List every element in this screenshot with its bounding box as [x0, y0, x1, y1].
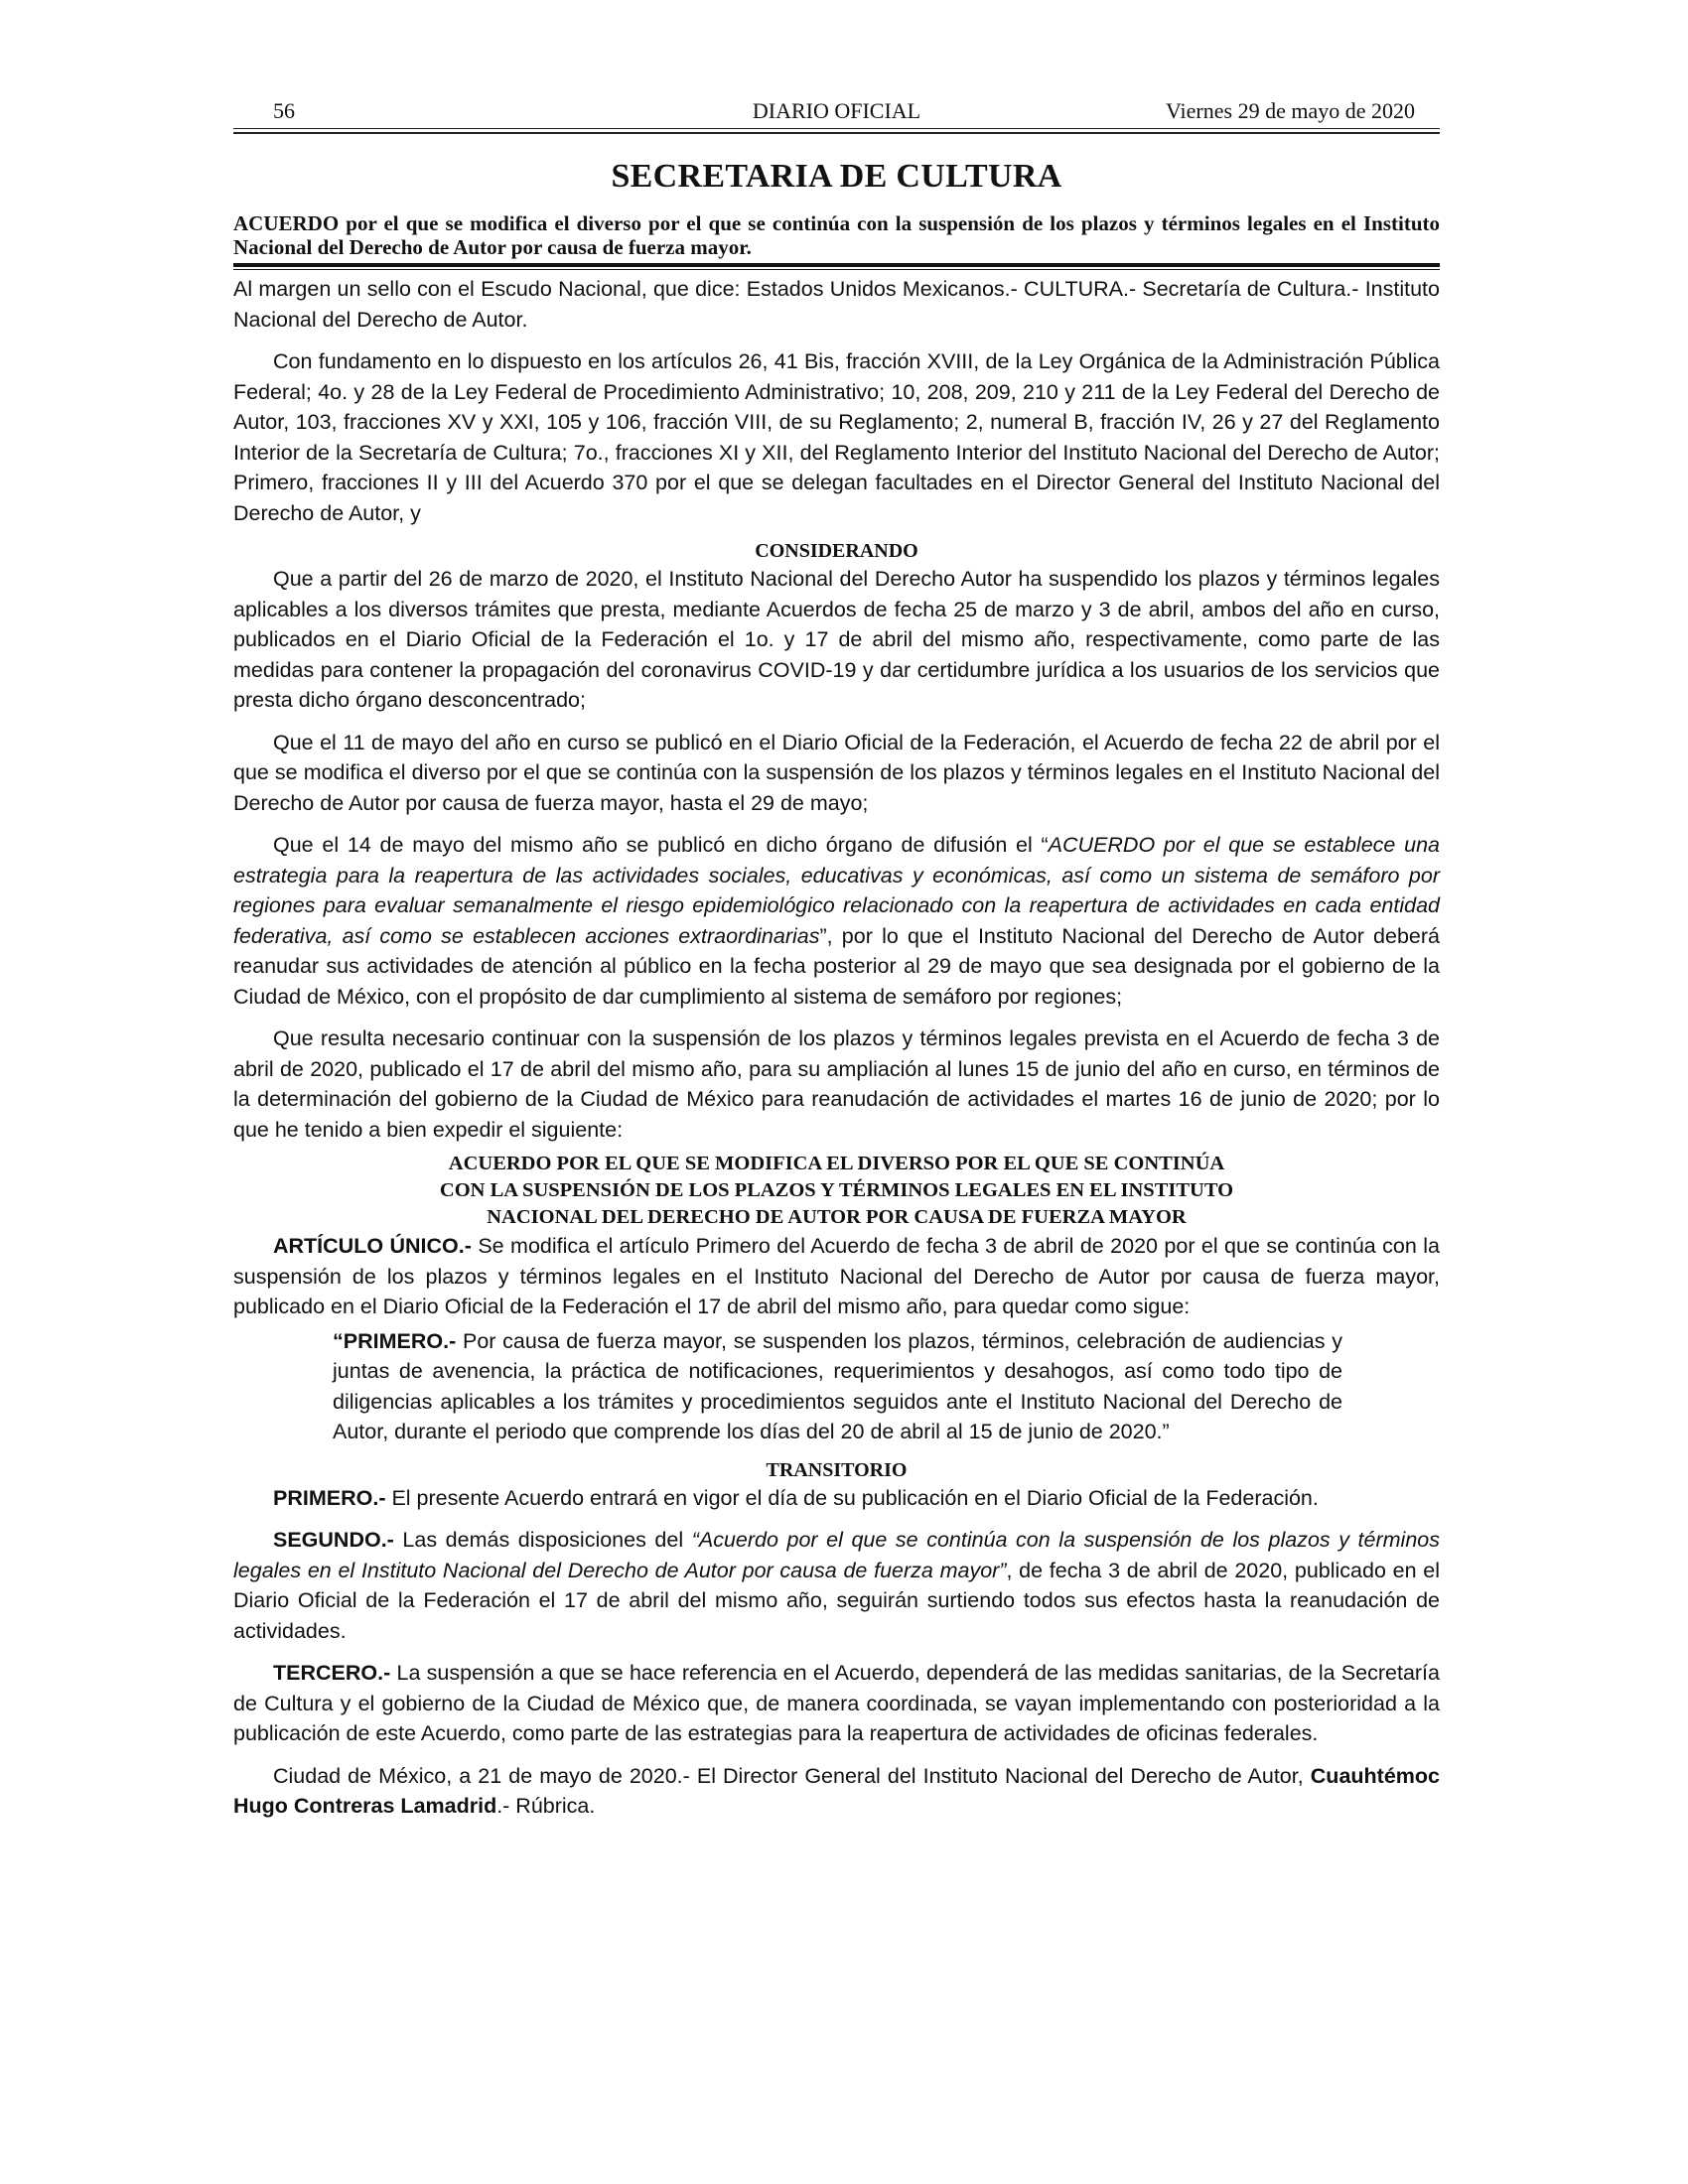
considerando-paragraph-2: Que el 11 de mayo del año en curso se publicó en el Diario Oficial de la Federación, el Acuerdo de fecha 22 de abril por el que se modifica el diverso por el que se continúa con la suspensión de los plazos y términos legales en el Instituto Nacional del Derecho de Autor por causa de fuerza mayor, hasta el 29 de mayo; [233, 730, 1440, 815]
issue-date: Viernes 29 de mayo de 2020 [1165, 98, 1415, 123]
transitorio-tercero-label: TERCERO.- [273, 1661, 391, 1685]
transitorio-primero-text: El presente Acuerdo entrará en vigor el día de su publicación en el Diario Oficial de la Federación. [385, 1485, 1319, 1510]
signature-suffix: .- Rúbrica. [496, 1794, 596, 1818]
transitorio-primero-label: PRIMERO.- [273, 1485, 386, 1510]
considerando-3-end: ”, por lo que el Instituto Nacional del Derecho de Autor deberá reanudar sus actividades de atención al público en la fecha posterior al 29 de mayo que sea designada por el gobierno de la Ciudad de México, con el propósito de dar cumplimiento al sistema de semáforo por regiones; [233, 923, 1440, 1009]
considerando-paragraph-4: Que resulta necesario continuar con la suspensión de los plazos y términos legales prevista en el Acuerdo de fecha 3 de abril de 2020, publicado el 17 de abril del mismo año, para su ampliación al lunes 15 de junio del año en curso, en términos de la determinación del gobierno de la Ciudad de México para reanudación de actividades el martes 16 de junio de 2020; por lo que he tenido a bien expedir el siguiente: [233, 1026, 1440, 1142]
title-divider-thick [233, 263, 1440, 267]
department-title: SECRETARIA DE CULTURA [611, 158, 1062, 195]
articulo-unico-paragraph [233, 1231, 1440, 1322]
transitorio-tercero [233, 1658, 1440, 1749]
page-number: 56 [273, 98, 295, 123]
considerando-3-start: Que el 14 de mayo del mismo año se publicó en dicho órgano de difusión el “ [273, 833, 1049, 857]
articulo-unico-label: ARTÍCULO ÚNICO.- [273, 1234, 472, 1258]
transitorio-segundo-start: Las demás disposiciones del [393, 1528, 692, 1552]
quoted-primero-text: Por causa de fuerza mayor, se suspenden los plazos, términos, celebración de audiencias y juntas de avenencia, la práctica de notificaciones, requerimientos y desahogos, así como todo tipo de diligencias aplicables a los trámites y procedimientos seguidos ante el Instituto Nacional del Derecho de Autor, durante el periodo que comprende los días del 20 de abril al 15 de junio de 2020.” [333, 1328, 1342, 1443]
transitorio-heading: TRANSITORIO [766, 1458, 908, 1481]
articulo-unico-text: Se modifica el artículo Primero del Acuerdo de fecha 3 de abril de 2020 por el que se continúa con la suspensión de los plazos y términos legales en el Instituto Nacional del Derecho de Autor por causa de fuerza mayor, publicado en el Diario Oficial de la Federación el 17 de abril del mismo año, para quedar como sigue: [233, 1234, 1440, 1318]
intro-paragraph: Al margen un sello con el Escudo Nacional, que dice: Estados Unidos Mexicanos.- CULTURA.- Secretaría de Cultura.- Instituto Nacional del Derecho de Autor. [233, 277, 1440, 332]
transitorio-segundo-end: , de fecha 3 de abril de 2020, publicado en el Diario Oficial de la Federación el 17 de abril del mismo año, seguirán surtiendo todos sus efectos hasta la reanudación de actividades. [233, 1558, 1440, 1643]
acuerdo-heading-line-1: ACUERDO POR EL QUE SE MODIFICA EL DIVERSO POR EL QUE SE CONTINÚA [448, 1153, 1225, 1174]
transitorio-segundo-italic: “Acuerdo por el que se continúa con la suspensión de los plazos y términos legales en el Instituto Nacional del Derecho de Autor por causa de fuerza mayor” [233, 1528, 1440, 1582]
transitorio-primero [233, 1483, 1440, 1514]
considerando-paragraph-1: Que a partir del 26 de marzo de 2020, el Instituto Nacional del Derecho Autor ha suspendido los plazos y términos legales aplicables a los diversos trámites que presta, mediante Acuerdos de fecha 25 de marzo y 3 de abril, ambos del año en curso, publicados en el Diario Oficial de la Federación el 1o. y 17 de abril del mismo año, respectivamente, como parte de las medidas para contener la propagación del coronavirus COVID-19 y dar certidumbre jurídica a los usuarios de los servicios que presta dicho órgano desconcentrado; [233, 567, 1440, 712]
fundamento-paragraph: Con fundamento en lo dispuesto en los artículos 26, 41 Bis, fracción XVIII, de la Ley Orgánica de la Administración Pública Federal; 4o. y 28 de la Ley Federal de Procedimiento Administrativo; 10, 208, 209, 210 y 211 de la Ley Federal del Derecho de Autor, 103, fracciones XV y XXI, 105 y 106, fracción VIII, de su Reglamento; 2, numeral B, fracción IV, 26 y 27 del Reglamento Interior de la Secretaría de Cultura; 7o., fracciones XI y XII, del Reglamento Interior del Instituto Nacional del Derecho de Autor; Primero, fracciones II y III del Acuerdo 370 por el que se delegan facultades en el Director General del Instituto Nacional del Derecho de Autor, y [233, 349, 1440, 525]
document-page [233, 94, 1440, 1822]
title-divider-thin [233, 269, 1440, 270]
considerando-paragraph-3 [233, 830, 1440, 1012]
quoted-primero-paragraph [333, 1326, 1342, 1447]
transitorio-segundo [233, 1525, 1440, 1646]
signature-paragraph [233, 1761, 1440, 1822]
header-divider [233, 132, 1440, 134]
transitorio-tercero-text: La suspensión a que se hace referencia en el Acuerdo, dependerá de las medidas sanitarias, de la Secretaría de Cultura y el gobierno de la Ciudad de México que, de manera coordinada, se vayan implementando con posterioridad a la publicación de este Acuerdo, como parte de las estrategias para la reapertura de actividades de oficinas federales. [233, 1661, 1440, 1745]
document-body [233, 274, 1440, 1822]
considerando-heading: CONSIDERANDO [755, 540, 918, 562]
acuerdo-heading-line-2: CON LA SUSPENSIÓN DE LOS PLAZOS Y TÉRMINOS LEGALES EN EL INSTITUTO [439, 1179, 1234, 1201]
page-header [233, 94, 1440, 129]
signature-text: Ciudad de México, a 21 de mayo de 2020.- El Director General del Instituto Nacional del Derecho de Autor, [273, 1763, 1311, 1788]
acuerdo-heading [233, 1151, 1440, 1231]
newspaper-name: DIARIO OFICIAL [752, 98, 921, 123]
cited-acuerdo-italic: ACUERDO por el que se establece una estrategia para la reapertura de las actividades sociales, educativas y económicas, así como un sistema de semáforo por regiones para evaluar semanalmente el riesgo epidemiológico relacionado con la reapertura de actividades en cada entidad federativa, así como se establecen acciones extraordinarias [233, 833, 1440, 948]
acuerdo-heading-line-3: NACIONAL DEL DERECHO DE AUTOR POR CAUSA DE FUERZA MAYOR [487, 1206, 1187, 1228]
signatory-name: Cuauhtémoc Hugo Contreras Lamadrid [233, 1763, 1440, 1818]
acuerdo-title: ACUERDO por el que se modifica el diverso por el que se continúa con la suspensión de los plazos y términos legales en el Instituto Nacional del Derecho de Autor por causa de fuerza mayor. [233, 211, 1440, 259]
quoted-primero-label: “PRIMERO.- [333, 1328, 457, 1353]
transitorio-segundo-label: SEGUNDO.- [273, 1528, 394, 1552]
